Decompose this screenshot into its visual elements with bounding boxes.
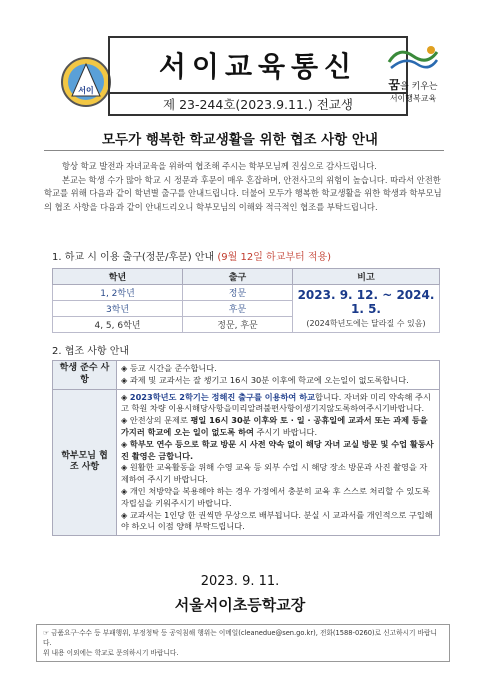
principal-signature: 서울서이초등학교장 (174, 596, 306, 614)
cooperation-table (52, 360, 440, 536)
parent-item: ◈ 원활한 교육활동을 위해 수영 교육 등 외부 수업 시 해당 장소 방문과 사진 촬영을 자제하여 주시기 바랍니다. (121, 462, 428, 485)
note-cell (293, 285, 440, 333)
section-2-heading (52, 342, 129, 357)
student-item: ◈ 등교 시간을 준수합니다. (121, 363, 217, 373)
item-prefix: ◈ 안전상의 문제로 (121, 415, 191, 426)
parent-row (53, 389, 440, 536)
student-item: ◈ 과제 및 교과서는 잘 챙기고 16시 30분 이후에 학교에 오는일이 없도록합니다. (121, 374, 409, 385)
item-emphasis: 2023학년도 2학기는 정해진 출구를 이용하여 하교 (129, 391, 316, 402)
footer-line-1: ☞ 금품요구·수수 등 부패행위, 부정청탁 등 공익침해 행위는 이메일(cleanedue@sen.go.kr), 전화(1588-0260)로 신고하시기 바랍니다. (43, 629, 437, 647)
newsletter-title: 서이교육통신 (158, 50, 358, 83)
newsletter-header (44, 36, 448, 116)
parent-item (121, 415, 435, 439)
parent-item (121, 439, 435, 463)
issue-number: 제 23-244호(2023.9.11.) 전교생 (163, 97, 353, 112)
intro-text (44, 160, 446, 214)
issue-date: 2023. 9. 11. (200, 574, 280, 589)
slogan-art-icon (385, 42, 441, 74)
item-prefix: ◈ (121, 438, 130, 449)
note-sub: (2024학년도에는 달라질 수 있음) (306, 319, 426, 328)
exit-cell: 정문 (183, 285, 293, 301)
grade-cell: 4, 5, 6학년 (53, 317, 183, 333)
student-items (117, 361, 440, 390)
slogan-school: 서이행복교육 (389, 94, 437, 103)
section-1-heading (52, 248, 331, 263)
parent-label: 학부모님 협조 사항 (53, 389, 117, 536)
intro-paragraph-1: 항상 학교 발전과 자녀교육을 위하여 협조해 주시는 학부모님께 진심으로 감사드립니다. (62, 161, 377, 171)
table-row (53, 285, 440, 301)
parent-item: ◈ 개인 처방약을 복용해야 하는 경우 가정에서 충분히 교육 후 스스로 처리할 수 있도록 자립심을 키워주시기 바랍니다. (121, 485, 431, 508)
student-label: 학생 준수 사 항 (53, 361, 117, 390)
item-rest: 주시기 바랍니다. (253, 426, 318, 437)
section-1-highlight: (9월 12일 하교부터 적용) (217, 252, 332, 263)
exit-cell: 정문, 후문 (183, 317, 293, 333)
grade-cell: 3학년 (53, 301, 183, 317)
item-emphasis: 평일 16시 30분 이후와 토 · 일 · 공휴일에 교과서 또는 과제 등을 가지러 학교에 오는 일이 없도록 하여 (121, 415, 428, 437)
subject-title: 모두가 행복한 학교생활을 위한 협조 사항 안내 (102, 132, 378, 148)
svg-text:서이: 서이 (78, 86, 94, 95)
school-emblem-icon (60, 56, 112, 108)
table-header-row (53, 269, 440, 285)
note-date-range: 2023. 9. 12. ~ 2024. 1. 5. (297, 288, 435, 316)
slogan-text (382, 76, 444, 93)
exit-table (52, 268, 440, 333)
item-emphasis: 학부모 연수 등으로 학교 방문 시 사전 약속 없이 해당 자녀 교실 방문 및 수업 활동사진 촬영은 금합니다. (121, 438, 434, 461)
divider (44, 150, 444, 151)
intro-paragraph-2: 본교는 학생 수가 많아 학교 시 정문과 후문이 매우 혼잡하며, 안전사고의 위험이 높습니다. 따라서 안전한 학교를 위해 다음과 같이 학년별 출구를 안내드립니다. 더불어 모두가 행복한 학교생활을 위한 학생과 학부모님의 협조 사항을 다음과 같이 안내드리오니 학부모님의 이해와 적극적인 협조를 부탁드립니다. (44, 174, 442, 212)
slogan-main: 꿈 (388, 78, 400, 92)
student-row (53, 361, 440, 390)
parent-item (121, 392, 435, 416)
column-header: 비고 (293, 269, 440, 285)
title-box (108, 36, 408, 92)
issue-box (108, 92, 408, 116)
parent-item: ◈ 교과서는 1인당 한 권씩만 무상으로 배부됩니다. 분실 시 교과서를 개인적으로 구입해야 하오니 이점 양해 부탁드립니다. (121, 509, 433, 532)
grade-cell: 1, 2학년 (53, 285, 183, 301)
slogan-logo (382, 42, 444, 122)
section-2-title: 2. 협조 사항 안내 (52, 346, 130, 357)
footer-line-2: 위 내용 이외에는 학교로 문의하시기 바랍니다. (43, 649, 179, 657)
slogan-rest: 을 키우는 (399, 82, 438, 92)
column-header: 학년 (53, 269, 183, 285)
column-header: 출구 (183, 269, 293, 285)
parent-items (117, 389, 440, 536)
exit-cell: 후문 (183, 301, 293, 317)
item-prefix: ◈ (121, 391, 130, 402)
section-1-title: 1. 하교 시 이용 출구(정문/후문) 안내 (52, 252, 218, 263)
item-rest: 합니다. 자녀와 미리 약속해 주시고 학원 차량 이용시해당사항을미리알려불편사항이생기지않도록하여주시기바랍니다. (121, 391, 431, 414)
footer-notice (36, 624, 450, 662)
